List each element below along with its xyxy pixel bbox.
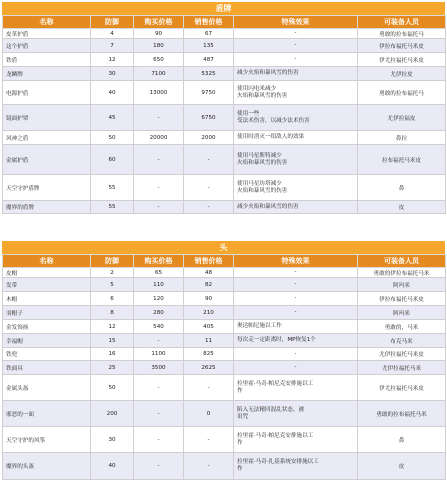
equippable-by: 尤伊拉福皮 (358, 105, 446, 131)
table-row (3, 292, 446, 306)
equippable-by: 皮 (358, 453, 446, 480)
effect-line: - (294, 269, 297, 275)
effect-line: - (294, 30, 297, 36)
effect-line: 使用时消灭一组敌人的效果 (237, 134, 305, 140)
defense-value: 30 (91, 67, 134, 81)
equippable-by: 勇敢的拉布福托马米 (358, 401, 446, 427)
equippable-by: 布克马米 (358, 334, 446, 348)
sell-price: 6750 (184, 105, 234, 131)
helmet-table (2, 254, 446, 480)
buy-price: 650 (134, 53, 184, 67)
table-row (3, 334, 446, 348)
effect-line: 使用马星坊塔减少 (237, 180, 282, 187)
sell-price: 135 (184, 39, 234, 53)
effect-line: 奥达帕尼施以工作 (237, 323, 282, 329)
equippable-by: 勇敢的，马米 (358, 320, 446, 334)
table-row (3, 320, 446, 334)
defense-value: 45 (91, 105, 134, 131)
special-effect (234, 401, 358, 427)
effect-line: 火焰和暴风雪的伤害 (237, 92, 288, 99)
buy-price: 120 (134, 292, 184, 306)
equippable-by: 勇敢的伊拉布福托马米 (358, 268, 446, 278)
defense-header: 防御 (91, 255, 134, 268)
buy-price: 65 (134, 268, 184, 278)
item-name: 发带 (3, 278, 91, 292)
table-row (3, 81, 446, 105)
sell-price: - (184, 453, 234, 480)
effect-line: 诅咒 (237, 413, 249, 420)
effect-line: 使用闪电米减少 (237, 85, 277, 92)
equippable-by: 鼻 (358, 175, 446, 201)
defense-value: 5 (91, 278, 134, 292)
special-effect (234, 306, 358, 320)
buy-price: - (134, 427, 184, 453)
effect-line: 每次走一定距离时，MP恢复1个 (237, 337, 316, 343)
buy-price: 280 (134, 306, 184, 320)
effect-line: - (294, 364, 297, 370)
defense-value: 2 (91, 268, 134, 278)
table-row (3, 39, 446, 53)
sell-price: 405 (184, 320, 234, 334)
sell-price: - (184, 145, 234, 175)
special-effect (234, 361, 358, 375)
equippable-by: 伊拉布福托马米皮 (358, 292, 446, 306)
item-name: 皮帽 (3, 268, 91, 278)
effect-line: 减少火焰和暴风雪的伤害 (237, 203, 299, 210)
effect-line: 陷入无法精回混乱状态，被 (237, 406, 305, 413)
equippable-by: 皮 (358, 201, 446, 214)
defense-value: 200 (91, 401, 134, 427)
buy-price: 540 (134, 320, 184, 334)
effect-line: 拉里霍·马奇·扎基系统安排施以工 (237, 459, 319, 465)
defense-value: 16 (91, 348, 134, 361)
buy-price: 110 (134, 278, 184, 292)
item-name: 魔界的盾牌 (3, 201, 91, 214)
buy-price: 1100 (134, 348, 184, 361)
effect-line: 拉里霍·马奇·帕尼克安排施以工 (237, 380, 314, 387)
table-row (3, 201, 446, 214)
buy-price: - (134, 334, 184, 348)
special-effect (234, 175, 358, 201)
defense-header: 防御 (91, 16, 134, 29)
item-name: 镜面护罩 (3, 105, 91, 131)
defense-value: 55 (91, 175, 134, 201)
table-row (3, 175, 446, 201)
defense-value: 12 (91, 53, 134, 67)
item-name: 天空守护的风筝 (3, 427, 91, 453)
equippable-by: 伊尤拉福托马米皮 (358, 53, 446, 67)
effect-line: 拉里霍·马奇·帕尼克安排施以工 (237, 432, 314, 439)
defense-value: 30 (91, 427, 134, 453)
special-effect (234, 278, 358, 292)
effect-line: 使用马星斯特减少 (237, 152, 282, 159)
sell-price-header: 销售价格 (184, 16, 234, 29)
equippable-by: 伊尤拉福托马米皮 (358, 375, 446, 401)
section-title: 头 (2, 241, 445, 254)
table-row (3, 306, 446, 320)
item-name: 金发饰扬 (3, 320, 91, 334)
table-row (3, 401, 446, 427)
item-name: 风神之盾 (3, 131, 91, 145)
special-effect (234, 39, 358, 53)
effect-line: - (294, 309, 297, 315)
effect-header: 特殊效果 (234, 255, 358, 268)
special-effect (234, 145, 358, 175)
equippable-by: 尤伊拉皮 (358, 67, 446, 81)
shield-table (2, 15, 446, 214)
item-name: 魔界的头盔 (3, 453, 91, 480)
equippable-by: 拉布福托马米皮 (358, 145, 446, 175)
table-row (3, 361, 446, 375)
defense-value: 50 (91, 131, 134, 145)
name-header: 名称 (3, 16, 91, 29)
sell-price: - (184, 427, 234, 453)
buy-price-header: 购买价格 (134, 16, 184, 29)
defense-value: 50 (91, 375, 134, 401)
equippable-by: 鼻拉 (358, 131, 446, 145)
buy-price: - (134, 201, 184, 214)
effect-line: - (294, 42, 297, 48)
item-name: 邪恶的一面 (3, 401, 91, 427)
section-title: 盾牌 (2, 2, 445, 15)
item-name: 幸福帽 (3, 334, 91, 348)
special-effect (234, 453, 358, 480)
buy-price: 3500 (134, 361, 184, 375)
effect-line: 火焰和暴风雪的伤害 (237, 159, 288, 166)
table-row (3, 348, 446, 361)
sell-price: - (184, 375, 234, 401)
equippable-by: 勇敢的拉布福托马 (358, 81, 446, 105)
defense-value: 6 (91, 292, 134, 306)
special-effect (234, 81, 358, 105)
special-effect (234, 29, 358, 39)
buy-price: - (134, 105, 184, 131)
item-name: 龙鳞牌 (3, 67, 91, 81)
helmet-section (2, 241, 445, 480)
special-effect (234, 201, 358, 214)
sell-price: - (184, 175, 234, 201)
buy-price: 180 (134, 39, 184, 53)
sell-price: 82 (184, 278, 234, 292)
special-effect (234, 53, 358, 67)
special-effect (234, 105, 358, 131)
item-name: 铁面具 (3, 361, 91, 375)
item-name: 天空守护盾牌 (3, 175, 91, 201)
effect-line: 受法术伤害，以减少法术伤害 (237, 117, 310, 124)
name-header: 名称 (3, 255, 91, 268)
item-name: 木帽 (3, 292, 91, 306)
table-row (3, 427, 446, 453)
item-name: 金属护盾 (3, 145, 91, 175)
effect-line: - (294, 350, 297, 357)
sell-price: 825 (184, 348, 234, 361)
defense-value: 7 (91, 39, 134, 53)
buy-price: 90 (134, 29, 184, 39)
special-effect (234, 268, 358, 278)
sell-price: 0 (184, 401, 234, 427)
buy-price: 20000 (134, 131, 184, 145)
defense-value: 40 (91, 81, 134, 105)
sell-price: 2000 (184, 131, 234, 145)
buy-price-header: 购买价格 (134, 255, 184, 268)
defense-value: 25 (91, 361, 134, 375)
table-row (3, 145, 446, 175)
effect-line: - (294, 56, 297, 62)
item-name: 铁兜 (3, 348, 91, 361)
defense-value: 15 (91, 334, 134, 348)
effect-line: 作 (237, 466, 243, 472)
effect-line: 作 (237, 439, 243, 446)
item-name: 皮革护盾 (3, 29, 91, 39)
table-row (3, 105, 446, 131)
defense-value: 8 (91, 306, 134, 320)
effect-header: 特殊效果 (234, 16, 358, 29)
item-name: 铁盾 (3, 53, 91, 67)
defense-value: 12 (91, 320, 134, 334)
buy-price: 13000 (134, 81, 184, 105)
table-row (3, 453, 446, 480)
table-row (3, 268, 446, 278)
effect-line: - (294, 281, 297, 287)
equippable-by: 鼻 (358, 427, 446, 453)
equippable-by: 阿玛米 (358, 306, 446, 320)
special-effect (234, 320, 358, 334)
special-effect (234, 131, 358, 145)
effect-line: 减少火焰和暴风雪的伤害 (237, 70, 299, 76)
special-effect (234, 334, 358, 348)
defense-value: 60 (91, 145, 134, 175)
shield-section (2, 2, 445, 214)
defense-value: 40 (91, 453, 134, 480)
special-effect (234, 67, 358, 81)
equippable-by: 阿玛米 (358, 278, 446, 292)
special-effect (234, 348, 358, 361)
sell-price: 90 (184, 292, 234, 306)
header-row (3, 255, 446, 268)
sell-price: 487 (184, 53, 234, 67)
item-name: 金属头盔 (3, 375, 91, 401)
buy-price: - (134, 401, 184, 427)
table-row (3, 53, 446, 67)
equippable-by: 勇敢的拉布福托马 (358, 29, 446, 39)
effect-line: 火焰和暴风雪的伤害 (237, 187, 288, 194)
equip-header: 可装备人员 (358, 16, 446, 29)
buy-price: - (134, 375, 184, 401)
defense-value: 4 (91, 29, 134, 39)
special-effect (234, 427, 358, 453)
buy-price: - (134, 453, 184, 480)
buy-price: - (134, 175, 184, 201)
sell-price: 9750 (184, 81, 234, 105)
equippable-by: 尤伊拉福托马米皮 (358, 348, 446, 361)
sell-price: 48 (184, 268, 234, 278)
equippable-by: 尤伊拉福托马米 (358, 361, 446, 375)
sell-price: 67 (184, 29, 234, 39)
table-row (3, 278, 446, 292)
item-name: 羽帽子 (3, 306, 91, 320)
effect-line: 使用一些 (237, 110, 260, 117)
sell-price-header: 销售价格 (184, 255, 234, 268)
table-row (3, 29, 446, 39)
sell-price: 5325 (184, 67, 234, 81)
table-row (3, 131, 446, 145)
sell-price: 2625 (184, 361, 234, 375)
sell-price: 11 (184, 334, 234, 348)
sell-price: 210 (184, 306, 234, 320)
sell-price: - (184, 201, 234, 214)
header-row (3, 16, 446, 29)
effect-line: - (294, 295, 297, 301)
item-name: 电源护盾 (3, 81, 91, 105)
table-row (3, 67, 446, 81)
buy-price: 7100 (134, 67, 184, 81)
defense-value: 55 (91, 201, 134, 214)
item-name: 这个护盾 (3, 39, 91, 53)
special-effect (234, 292, 358, 306)
effect-line: 作 (237, 387, 243, 394)
table-row (3, 375, 446, 401)
equip-header: 可装备人员 (358, 255, 446, 268)
special-effect (234, 375, 358, 401)
buy-price: - (134, 145, 184, 175)
equippable-by: 伊拉布福托马米皮 (358, 39, 446, 53)
